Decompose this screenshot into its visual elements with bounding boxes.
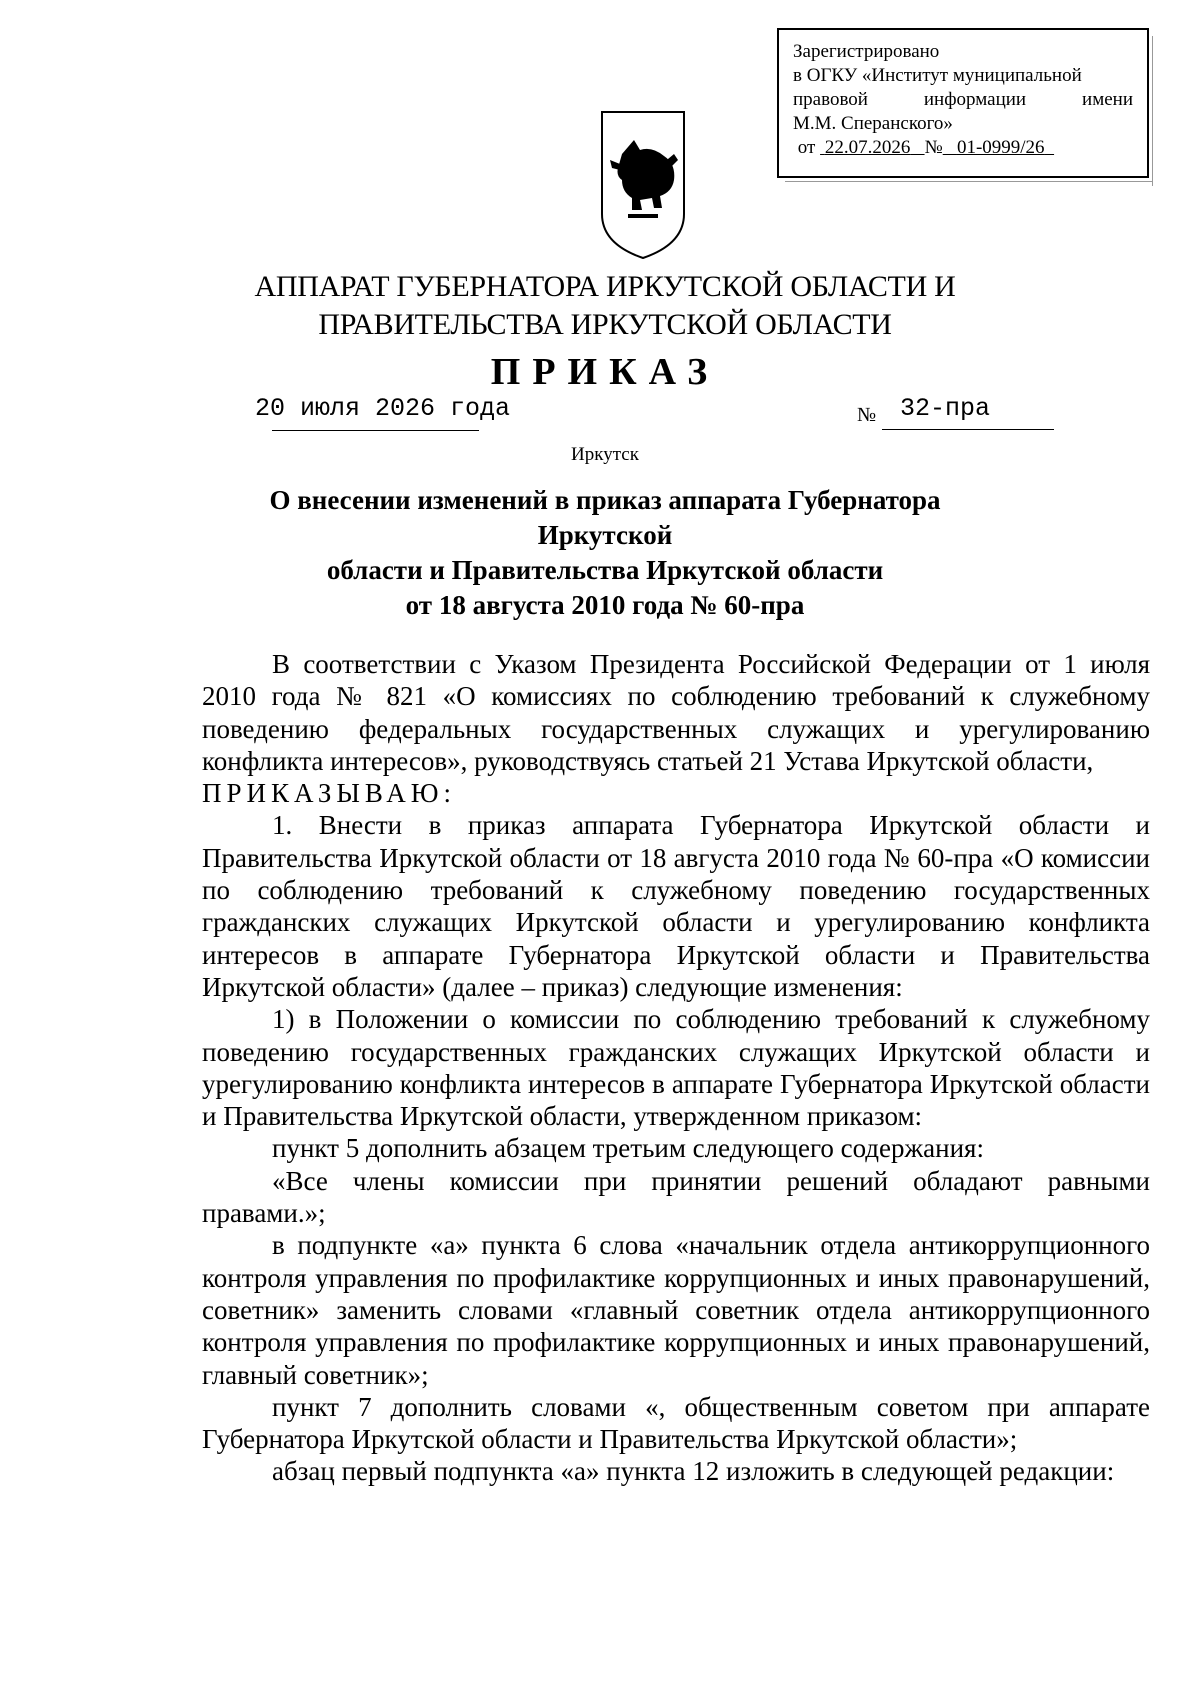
document-title — [200, 483, 1010, 623]
registration-line-3c: имени — [1082, 89, 1133, 110]
city: Иркутск — [571, 444, 639, 465]
registration-line-4: М.М. Сперанского» — [793, 113, 953, 134]
paragraph-6: пункт 7 дополнить словами «, общественным советом при аппарате Губернатора Иркутской области и Правительства Иркутской области»; — [202, 1391, 1150, 1455]
date-underline — [272, 430, 479, 431]
paragraph-2: 1) в Положении о комиссии по соблюдению требований к служебному поведению государственных гражданских служащих Иркутской области и урегулированию конфликта интересов в аппарате Губернатора Иркутской области и Правительства Иркутской области, утвержденном приказом: — [202, 1004, 1150, 1132]
registration-date: 22.07.2026 — [824, 137, 911, 158]
paragraph-7: абзац первый подпункта «а» пункта 12 изложить в следующей редакции: — [272, 1456, 1115, 1487]
order-word: ПРИКАЗЫВАЮ: — [202, 778, 456, 809]
preamble-paragraph: В соответствии с Указом Президента Российской Федерации от 1 июля 2010 года № 821 «О комиссиях по соблюдению требований к служебному поведению федеральных государственных служащих и урегулированию конфликта интересов», руководствуясь статьей 21 Устава Иркутской области, — [202, 649, 1150, 776]
registration-date-prefix: от — [797, 137, 816, 158]
document-kind: ПРИКАЗ — [490, 351, 720, 393]
registration-line-3 — [793, 88, 1133, 112]
paragraph-3: пункт 5 дополнить абзацем третьим следующего содержания: — [272, 1133, 984, 1164]
document-date: 20 июля 2026 года — [255, 394, 511, 423]
number-underline — [882, 429, 1054, 430]
coat-of-arms-icon — [600, 110, 686, 260]
registration-stamp — [777, 28, 1149, 178]
registration-number-prefix: № — [924, 137, 943, 158]
paragraph-4: «Все члены комиссии при принятии решений обладают равными правами.»; — [202, 1165, 1150, 1229]
organization-header — [200, 268, 1010, 344]
header-line-1: АППАРАТ ГУБЕРНАТОРА ИРКУТСКОЙ ОБЛАСТИ И — [254, 270, 956, 303]
registration-line-3b: информации — [923, 89, 1027, 110]
title-line-2: области и Правительства Иркутской области — [326, 555, 884, 585]
header-line-2: ПРАВИТЕЛЬСТВА ИРКУТСКОЙ ОБЛАСТИ — [318, 308, 892, 341]
document-number: 32-пра — [900, 394, 991, 423]
title-line-1: О внесении изменений в приказ аппарата Губернатора Иркутской — [269, 485, 941, 550]
paragraph-1: 1. Внести в приказ аппарата Губернатора Иркутской области и Правительства Иркутской области от 18 августа 2010 года № 60-пра «О комиссии по соблюдению требований к служебному поведению государственных гражданских служащих Иркутской области и урегулированию конфликта интересов в аппарате Губернатора Иркутской области и Правительства Иркутской области» (далее – приказ) следующие изменения: — [202, 810, 1150, 1002]
registration-line-2: в ОГКУ «Институт муниципальной — [793, 65, 1082, 86]
registration-number: 01-0999/26 — [956, 137, 1045, 158]
registration-date-line — [793, 136, 1133, 160]
document-body — [202, 648, 1150, 1488]
registration-line-3a: правовой — [793, 89, 868, 110]
number-sign: № — [857, 404, 877, 426]
registration-line-1: Зарегистрировано — [793, 41, 940, 62]
paragraph-5: в подпункте «а» пункта 6 слова «начальник отдела антикоррупционного контроля управления по профилактике коррупционных и иных правонарушений, советник» заменить словами «главный советник отдела антикоррупционного контроля управления по профилактике коррупционных и иных правонарушений, главный советник»; — [202, 1230, 1150, 1390]
title-line-3: от 18 августа 2010 года № 60-пра — [405, 590, 805, 620]
